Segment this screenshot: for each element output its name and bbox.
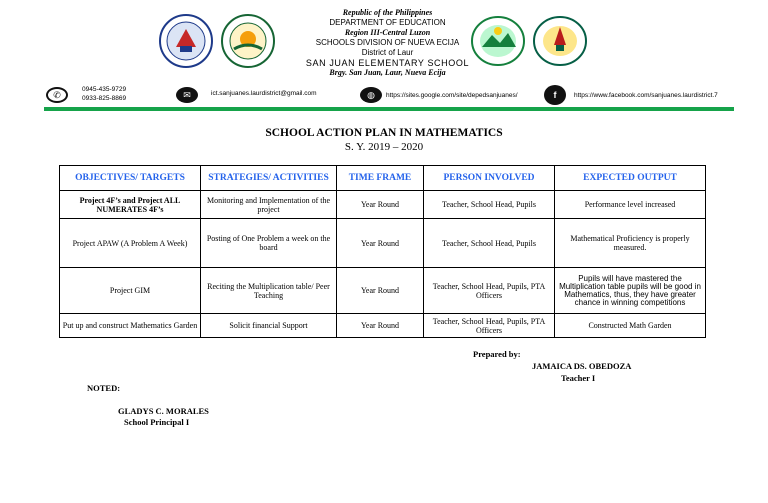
republic-line: Republic of the Philippines xyxy=(342,8,433,17)
deped-seal-logo xyxy=(158,13,214,69)
noted-label: NOTED: xyxy=(87,383,121,393)
phone-number-1: 0945-435-9729 xyxy=(82,86,127,93)
region-line: Region III-Central Luzon xyxy=(344,28,431,37)
person-involved-cell: Teacher, School Head, Pupils, PTA Officers xyxy=(424,314,555,338)
noter-name: GLADYS C. MORALES xyxy=(118,406,209,416)
expected-output-cell: Constructed Math Garden xyxy=(555,314,706,338)
time-frame-cell: Year Round xyxy=(337,219,424,268)
facebook-link[interactable]: https://www.facebook.com/sanjuanes.laurdistrict.7 xyxy=(574,92,718,99)
expected-output-cell: Mathematical Proficiency is properly measured. xyxy=(555,219,706,268)
prepared-by-label: Prepared by: xyxy=(473,349,521,359)
school-year: S. Y. 2019 – 2020 xyxy=(344,141,424,153)
action-plan-table xyxy=(59,165,706,338)
column-header-objectives: OBJECTIVES/ TARGETS xyxy=(60,166,201,191)
strategy-cell: Posting of One Problem a week on the board xyxy=(201,219,337,268)
person-involved-cell: Teacher, School Head, Pupils, PTA Officers xyxy=(424,268,555,314)
table-row xyxy=(60,219,706,268)
noter-title: School Principal I xyxy=(124,417,190,427)
school-seal-logo xyxy=(470,15,526,67)
table-row xyxy=(60,191,706,219)
header-divider xyxy=(44,107,734,111)
strategy-cell: Monitoring and Implementation of the project xyxy=(201,191,337,219)
phone-icon: ✆ xyxy=(46,87,68,103)
email-address: ict.sanjuanes.laurdistrict@gmail.com xyxy=(211,90,317,97)
table-header-row xyxy=(60,166,706,191)
objective-cell: Put up and construct Mathematics Garden xyxy=(60,314,201,338)
time-frame-cell: Year Round xyxy=(337,268,424,314)
district-line: District of Laur xyxy=(361,48,414,57)
school-name: SAN JUAN ELEMENTARY SCHOOL xyxy=(305,58,470,68)
person-involved-cell: Teacher, School Head, Pupils xyxy=(424,191,555,219)
time-frame-cell: Year Round xyxy=(337,191,424,219)
objective-cell: Project 4F’s and Project ALL NUMERATES 4F’s xyxy=(60,191,201,219)
table-row xyxy=(60,314,706,338)
expected-output-cell: Pupils will have mastered the Multiplication table pupils will be good in Mathematics, thus, they have greater chance in winning competitions xyxy=(555,268,706,314)
strategy-cell: Solicit financial Support xyxy=(201,314,337,338)
phone-number-2: 0933-825-8869 xyxy=(82,95,127,102)
strategy-cell: Reciting the Multiplication table/ Peer Teaching xyxy=(201,268,337,314)
time-frame-cell: Year Round xyxy=(337,314,424,338)
department-line: DEPARTMENT OF EDUCATION xyxy=(329,18,446,27)
document-title: SCHOOL ACTION PLAN IN MATHEMATICS xyxy=(265,127,503,139)
website-link[interactable]: https://sites.google.com/site/depedsanjuanes/ xyxy=(386,92,518,99)
globe-icon: ◍ xyxy=(360,87,382,103)
column-header-strategies: STRATEGIES/ ACTIVITIES xyxy=(201,166,337,191)
school-emblem-logo xyxy=(532,15,588,67)
phone-numbers xyxy=(82,85,126,103)
division-seal-logo xyxy=(220,13,276,69)
division-line: SCHOOLS DIVISION OF NUEVA ECIJA xyxy=(315,38,460,47)
facebook-icon: f xyxy=(544,85,566,105)
table-row xyxy=(60,268,706,314)
expected-output-cell: Performance level increased xyxy=(555,191,706,219)
column-header-time-frame: TIME FRAME xyxy=(337,166,424,191)
preparer-title: Teacher I xyxy=(561,373,596,383)
preparer-name: JAMAICA DS. OBEDOZA xyxy=(532,361,632,371)
objective-cell: Project APAW (A Problem A Week) xyxy=(60,219,201,268)
email-icon: ✉ xyxy=(176,87,198,103)
objective-cell: Project GIM xyxy=(60,268,201,314)
column-header-expected-output: EXPECTED OUTPUT xyxy=(555,166,706,191)
address-line: Brgy. San Juan, Laur, Nueva Ecija xyxy=(329,68,446,77)
column-header-person-involved: PERSON INVOLVED xyxy=(424,166,555,191)
person-involved-cell: Teacher, School Head, Pupils xyxy=(424,219,555,268)
